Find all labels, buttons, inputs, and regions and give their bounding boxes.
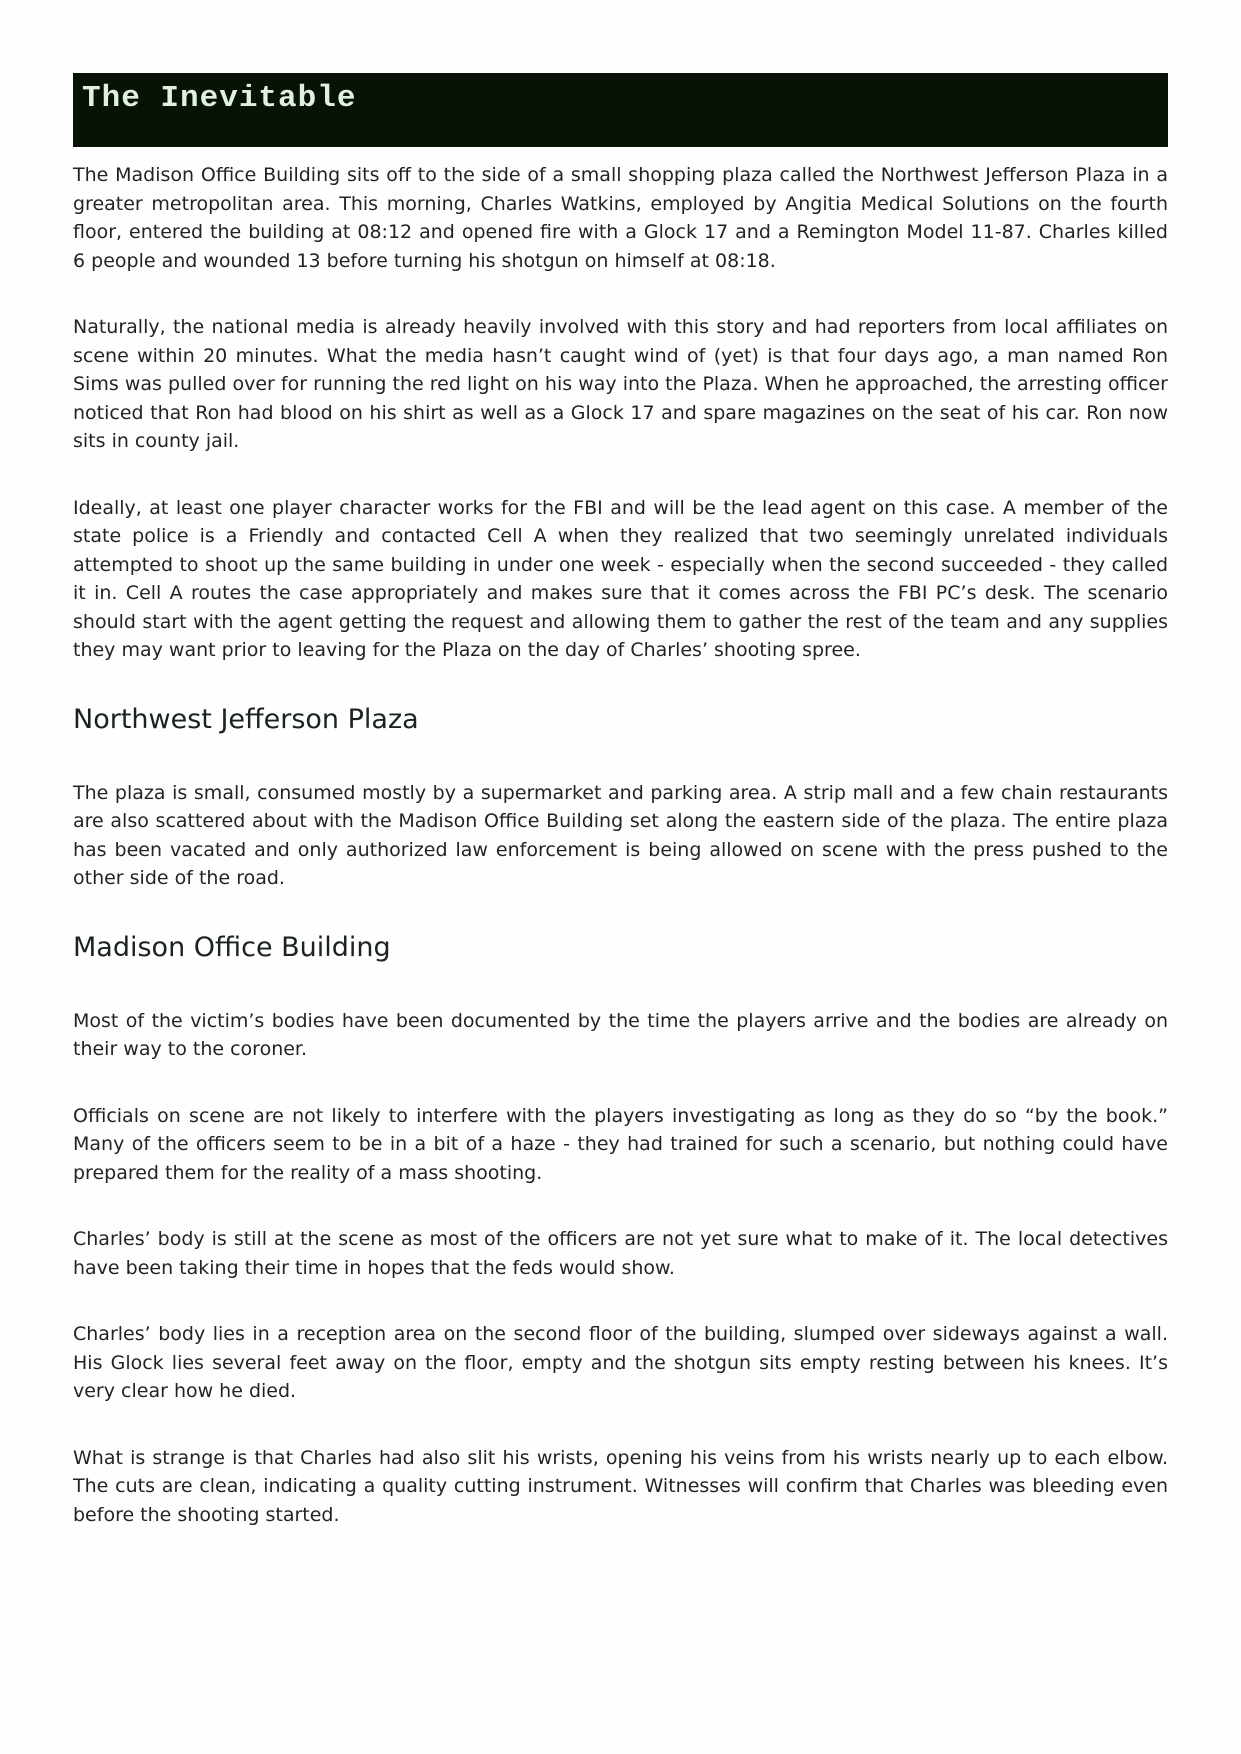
madison-office-building-paragraph-4: Charles’ body lies in a reception area on the second floor of the building, slumped over sideways against a wall. His Glock lies several feet away on the floor, empty and the shotgun sits empty resting between his knees. It’s very clear how he died. (73, 1323, 1168, 1402)
madison-office-building-paragraph-3: Charles’ body is still at the scene as most of the officers are not yet sure what to make of it. The local detectives have been taking their time in hopes that the feds would show. (73, 1228, 1168, 1279)
intro-paragraph-2: Naturally, the national media is already heavily involved with this story and had reporters from local affiliates on scene within 20 minutes. What the media hasn’t caught wind of (yet) is that four days ago, a man named Ron Sims was pulled over for running the red light on his way into the Plaza. When he approached, the arresting officer noticed that Ron had blood on his shirt as well as a Glock 17 and spare magazines on the seat of his car. Ron now sits in county jail. (73, 316, 1168, 452)
intro-paragraph-1: The Madison Office Building sits off to the side of a small shopping plaza called the Northwest Jefferson Plaza in a greater metropolitan area. This morning, Charles Watkins, employed by Angitia Medical Solutions on the fourth floor, entered the building at 08:12 and opened fire with a Glock 17 and a Remington Model 11-87. Charles killed 6 people and wounded 13 before turning his shotgun on himself at 08:18. (73, 164, 1168, 272)
madison-office-building-paragraph-1: Most of the victim’s bodies have been documented by the time the players arrive and the bodies are already on their way to the coroner. (73, 1009, 1168, 1060)
document-title: The Inevitable (82, 81, 357, 116)
madison-office-building-paragraph-5: What is strange is that Charles had also slit his wrists, opening his veins from his wrists nearly up to each elbow. The cuts are clean, indicating a quality cutting instrument. Witnesses will confirm that Charles was bleeding even before the shooting started. (73, 1446, 1168, 1526)
northwest-jefferson-plaza-paragraph-1: The plaza is small, consumed mostly by a supermarket and parking area. A strip mall and a few chain restaurants are also scattered about with the Madison Office Building set along the eastern side of the plaza. The entire plaza has been vacated and only authorized law enforcement is being allowed on scene with the press pushed to the other side of the road. (73, 781, 1168, 889)
madison-office-building-paragraph-2: Officials on scene are not likely to interfere with the players investigating as long as they do so “by the book.” Many of the officers seem to be in a bit of a haze - they had trained for such a scenario, but nothing could have prepared them for the reality of a mass shooting. (73, 1104, 1168, 1184)
section-heading-madison-office-building: Madison Office Building (73, 931, 391, 963)
section-heading-northwest-jefferson-plaza: Northwest Jefferson Plaza (73, 703, 419, 735)
intro-paragraph-3: Ideally, at least one player character works for the FBI and will be the lead agent on this case. A member of the state police is a Friendly and contacted Cell A when they realized that two seemingly unrelated individuals attempted to shoot up the same building in under one week - especially when the second succeeded - they called it in. Cell A routes the case appropriately and makes sure that it comes across the FBI PC’s desk. The scenario should start with the agent getting the request and allowing them to gather the rest of the team and any supplies they may want prior to leaving for the Plaza on the day of Charles’ shooting spree. (73, 496, 1168, 661)
title-bar (73, 73, 1168, 147)
document-body (73, 161, 1168, 1529)
